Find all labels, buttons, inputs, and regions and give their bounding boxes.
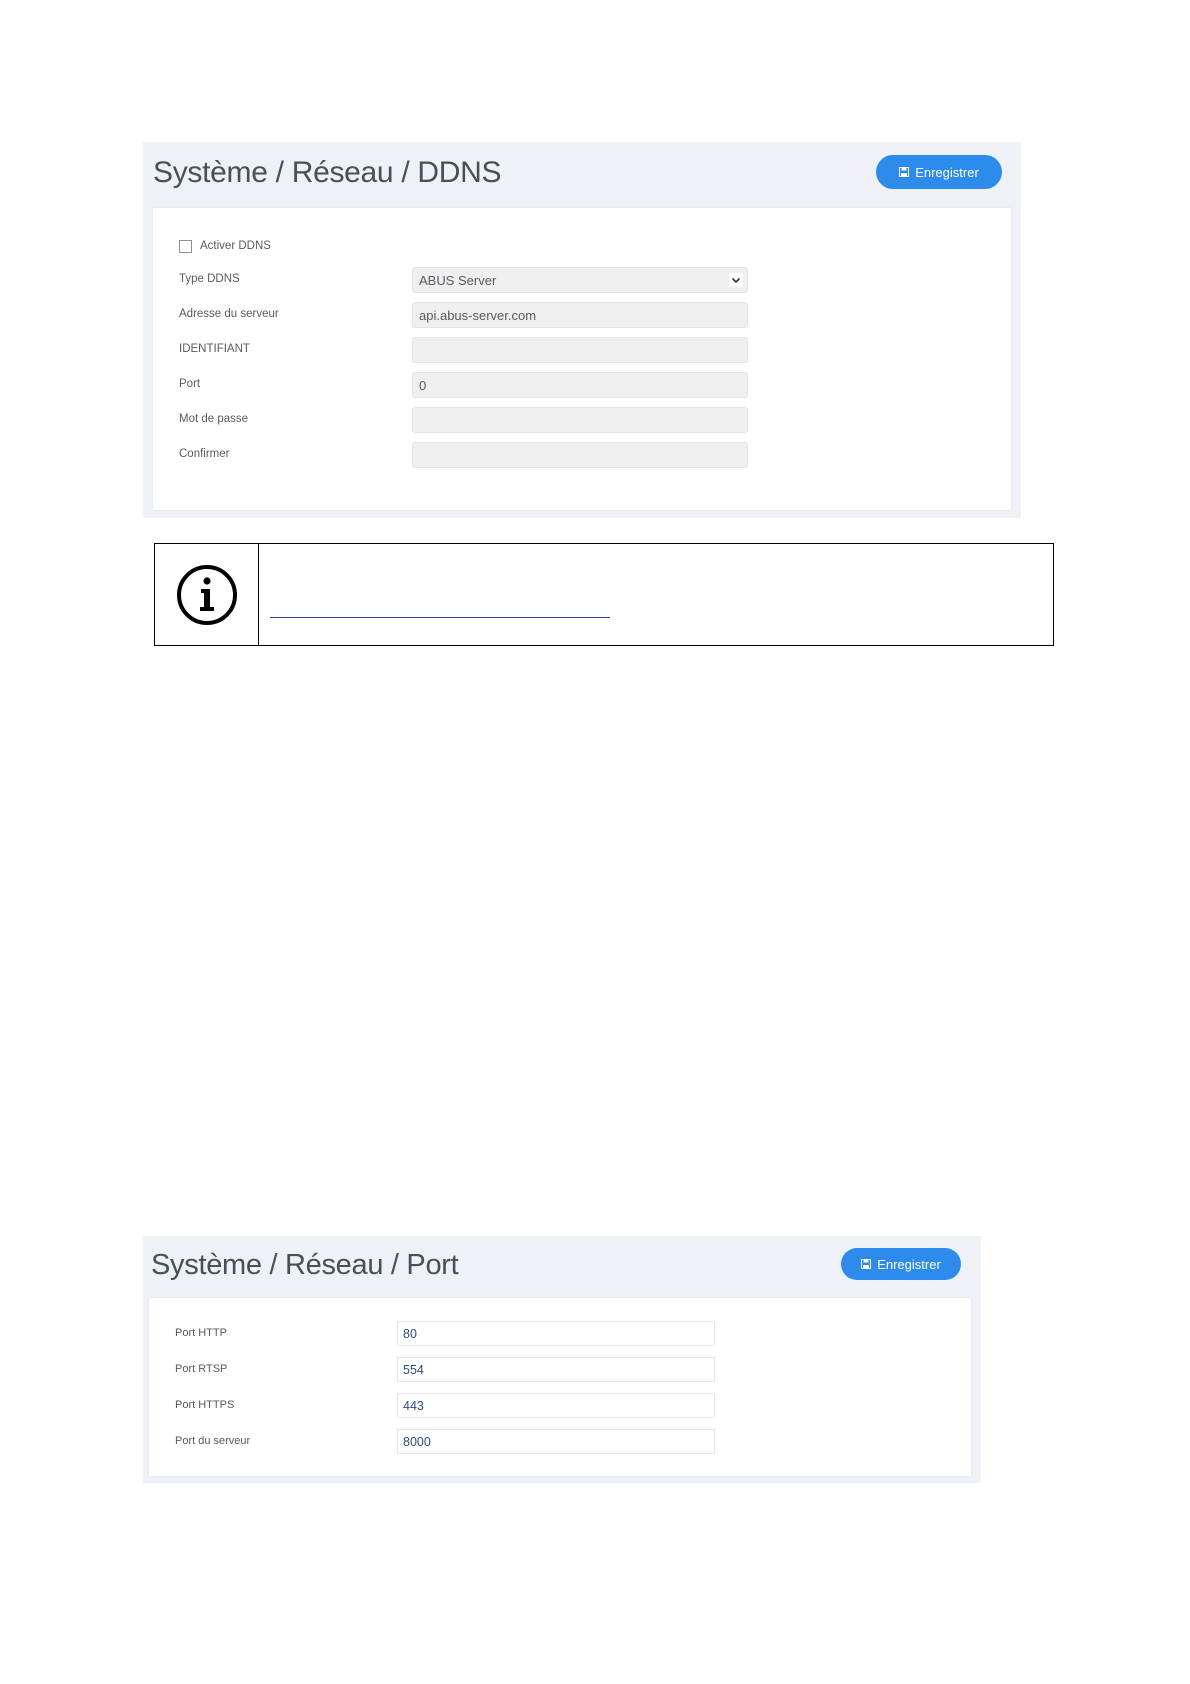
identifier-row (153, 337, 1011, 363)
identifier-label: IDENTIFIANT (179, 343, 250, 355)
rtsp-port-row (149, 1357, 971, 1383)
server-address-input[interactable]: api.abus-server.com (412, 302, 748, 328)
server-port-row (149, 1429, 971, 1455)
ddns-type-row (153, 267, 1011, 293)
confirm-row (153, 442, 1011, 468)
info-link[interactable] (270, 617, 610, 618)
http-port-input[interactable]: 80 (397, 1321, 715, 1346)
info-icon (176, 564, 238, 626)
page-title: Système / Réseau / DDNS (153, 156, 502, 189)
info-note (154, 543, 1054, 646)
save-icon (899, 167, 909, 177)
page-title: Système / Réseau / Port (151, 1249, 459, 1281)
https-port-label: Port HTTPS (175, 1399, 235, 1411)
enable-ddns-checkbox[interactable] (179, 240, 192, 253)
rtsp-port-label: Port RTSP (175, 1363, 228, 1375)
https-port-row (149, 1393, 971, 1419)
chevron-down-icon (729, 273, 743, 287)
password-input[interactable] (412, 407, 748, 433)
http-port-row (149, 1321, 971, 1347)
http-port-label: Port HTTP (175, 1327, 227, 1339)
server-port-label: Port du serveur (175, 1435, 251, 1447)
password-row (153, 407, 1011, 433)
save-button-label: Enregistrer (877, 1256, 941, 1272)
info-icon-cell (155, 544, 259, 645)
port-form (149, 1298, 971, 1476)
save-button[interactable] (876, 155, 1002, 189)
server-port-input[interactable]: 8000 (397, 1429, 715, 1454)
ddns-port-row (153, 372, 1011, 398)
ddns-type-select[interactable] (412, 267, 748, 293)
password-label: Mot de passe (179, 413, 249, 425)
ddns-panel (143, 142, 1021, 518)
https-port-input[interactable]: 443 (397, 1393, 715, 1418)
save-button-label: Enregistrer (915, 164, 979, 180)
server-address-row (153, 302, 1011, 328)
save-icon (861, 1259, 871, 1269)
enable-ddns-row (153, 237, 1011, 263)
save-button[interactable] (841, 1248, 961, 1280)
ddns-type-label: Type DDNS (179, 273, 240, 285)
port-panel (143, 1236, 981, 1483)
enable-ddns-label: Activer DDNS (200, 240, 271, 252)
rtsp-port-input[interactable]: 554 (397, 1357, 715, 1382)
server-address-label: Adresse du serveur (179, 308, 279, 320)
confirm-input[interactable] (412, 442, 748, 468)
ddns-form (153, 208, 1011, 510)
confirm-label: Confirmer (179, 448, 230, 460)
ddns-port-input[interactable]: 0 (412, 372, 748, 398)
identifier-input[interactable] (412, 337, 748, 363)
ddns-type-value: ABUS Server (419, 272, 497, 288)
ddns-port-label: Port (179, 378, 201, 390)
